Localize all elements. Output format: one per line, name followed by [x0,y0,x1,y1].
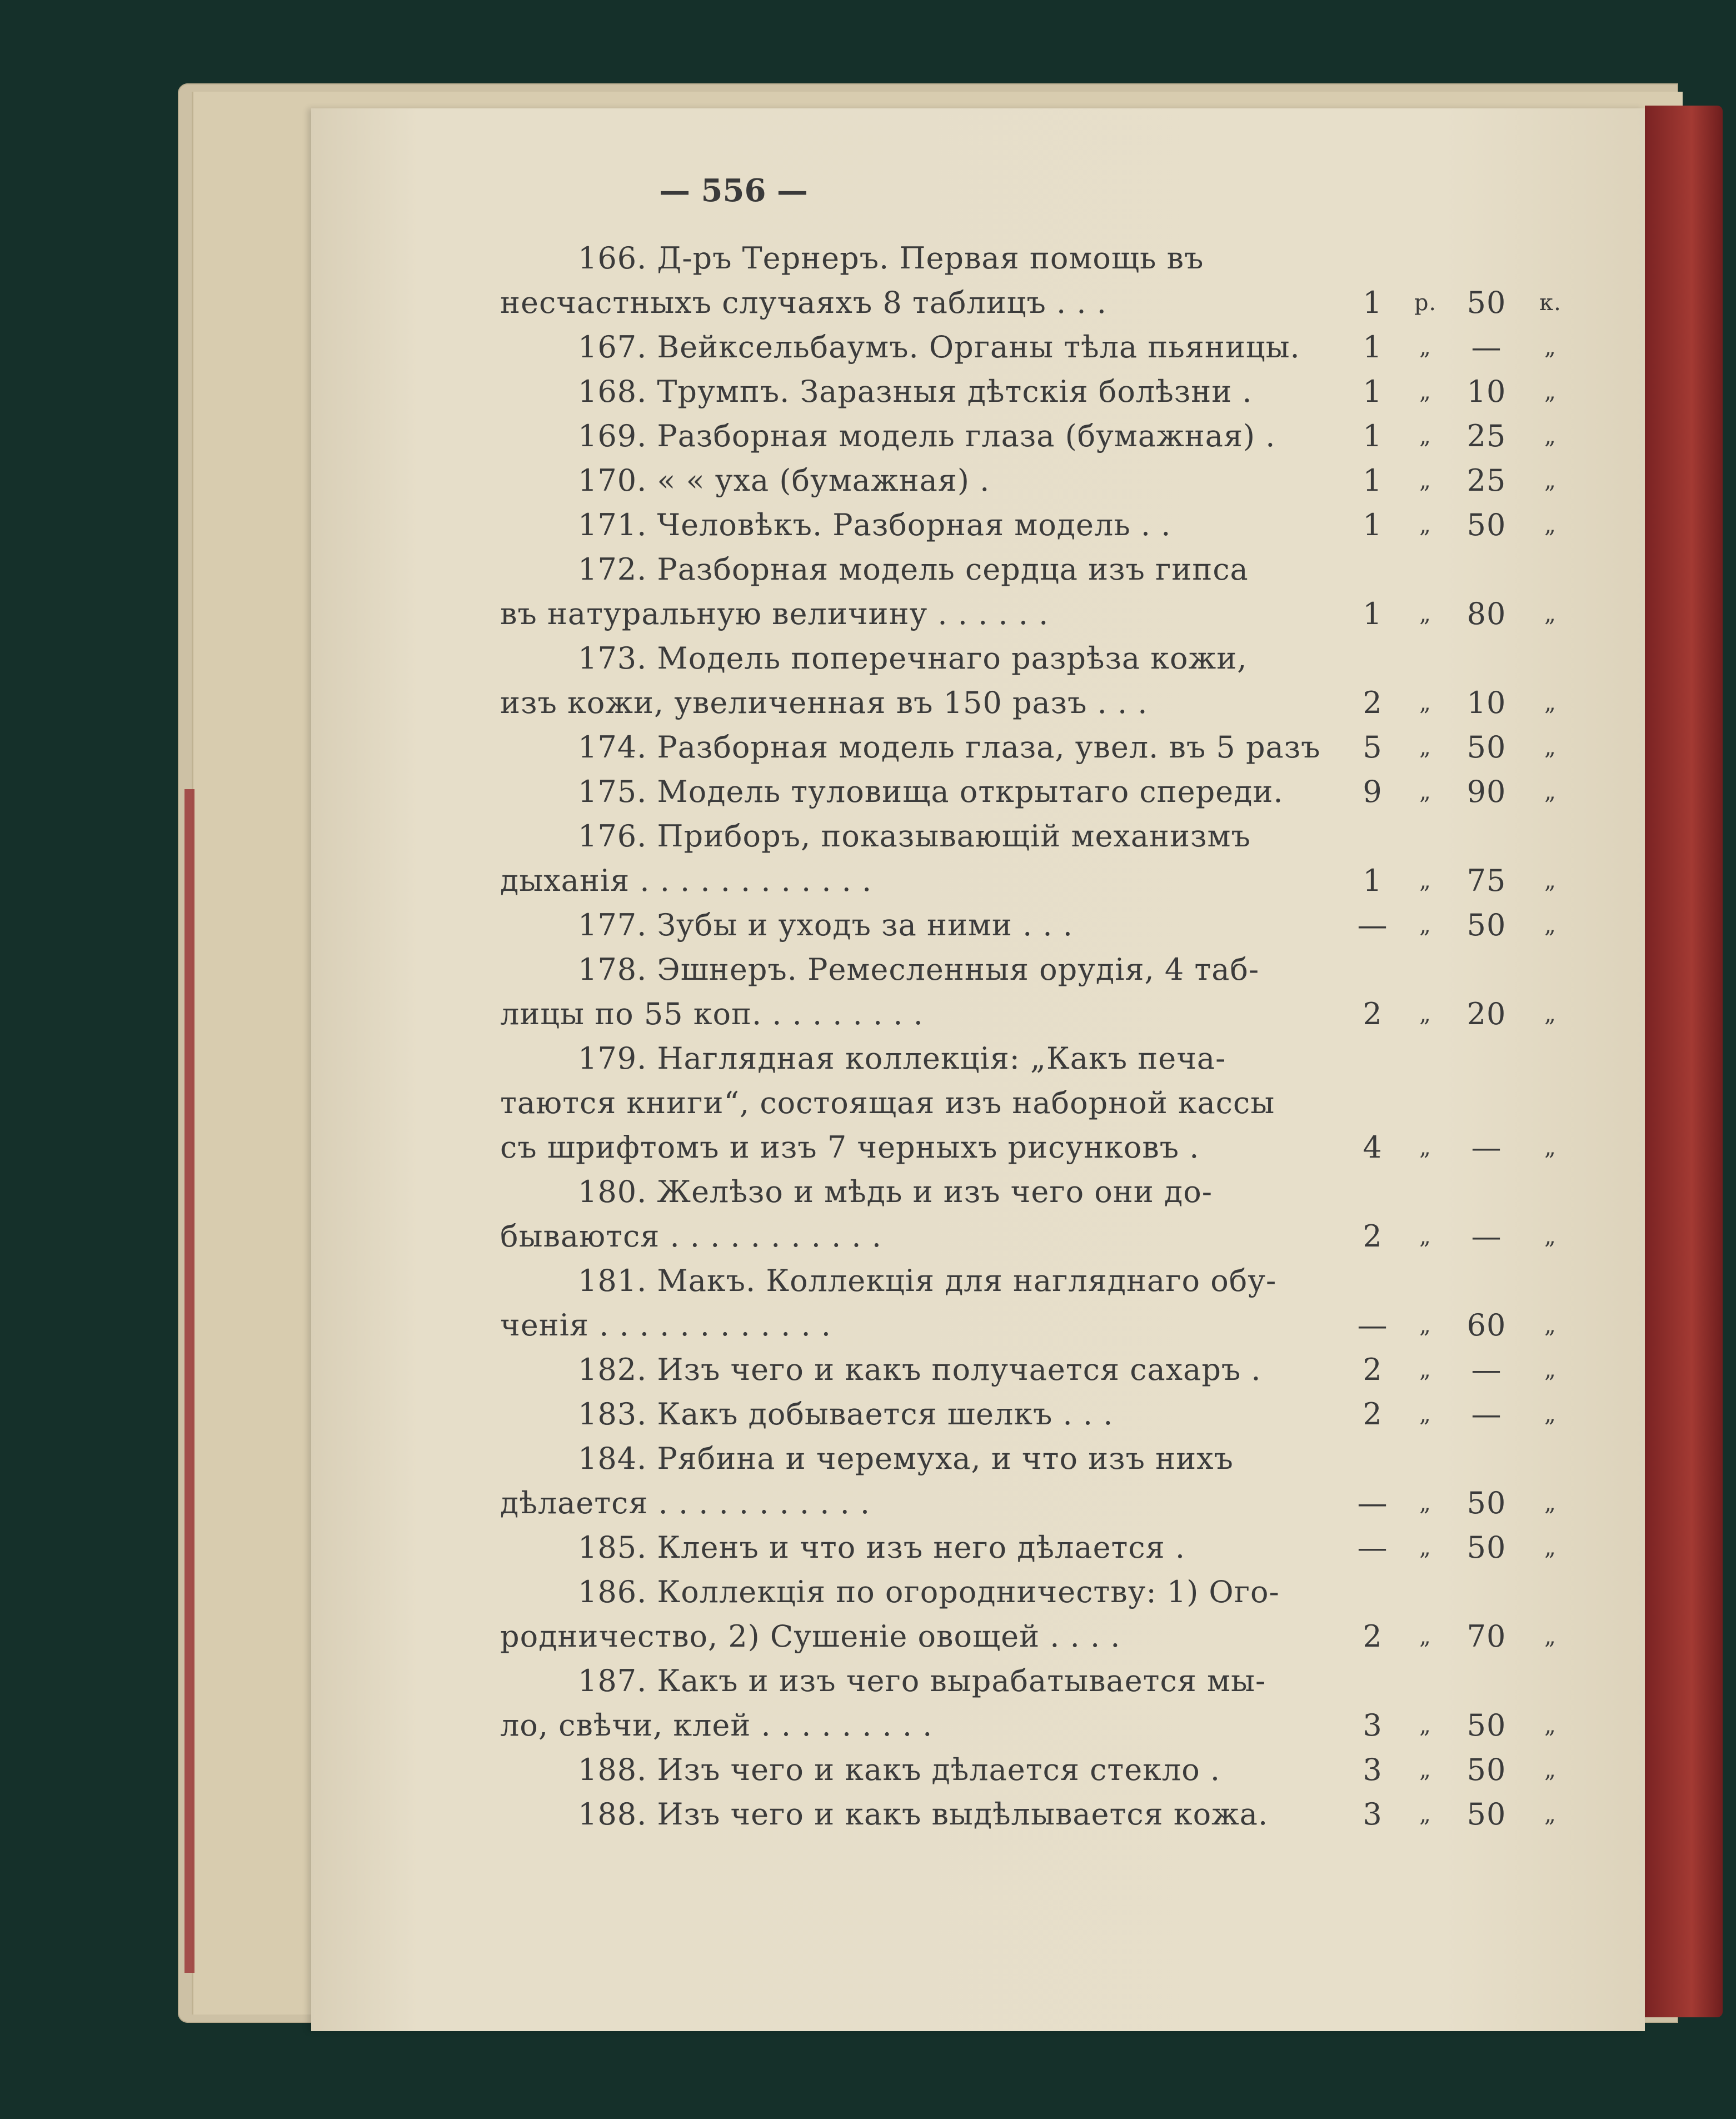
catalog-entry-list [500,236,1612,1837]
entry-line [500,814,1612,859]
entry-text: 187. Какъ и изъ чего вырабатывается мы- [578,1663,1266,1698]
entry-text: 175. Модель туловища открытаго спереди. [578,774,1284,809]
entry-line [500,1214,1612,1259]
price-q2: „ [1544,1313,1557,1338]
entry-line [500,1125,1612,1170]
price-rub: 2 [1363,1352,1383,1387]
entry-text: 188. Изъ чего и какъ дѣлается стекло . [578,1752,1221,1787]
price-q2: „ [1544,1224,1557,1249]
catalog-entry [500,1348,1612,1392]
catalog-entry [500,636,1612,725]
entry-line [500,948,1612,992]
entry-text: 177. Зубы и уходъ за ними . . . [578,908,1073,943]
price-q2: „ [1544,735,1557,760]
entry-line [500,636,1612,681]
price-rub: 2 [1363,996,1383,1031]
price-q1: „ [1419,379,1431,405]
price-rub: — [1357,1485,1388,1520]
entry-text: бываются . . . . . . . . . . . [500,1219,882,1254]
price-q2: „ [1544,1802,1557,1827]
entry-line [500,725,1612,770]
entry-line [500,1348,1612,1392]
price-rub: — [1357,1530,1388,1565]
entry-line [500,859,1612,903]
price-q2: к. [1539,290,1562,316]
price-q1: „ [1419,1490,1431,1516]
price-kop: 90 [1466,774,1506,809]
price-rub: 3 [1363,1708,1383,1743]
price-kop: — [1471,1397,1502,1432]
entry-line [500,370,1612,414]
price-rub: 1 [1363,863,1383,898]
catalog-entry [500,236,1612,325]
entry-text: 169. Разборная модель глаза (бумажная) . [578,418,1276,453]
catalog-entry [500,1659,1612,1748]
price-kop: — [1471,330,1502,365]
entry-line [500,1614,1612,1659]
entry-line [500,1703,1612,1748]
price-kop: — [1471,1352,1502,1387]
price-q1: „ [1419,601,1431,627]
page-number: — 556 — [659,172,808,209]
price-kop: 50 [1466,1708,1506,1743]
price-q2: „ [1544,423,1557,449]
entry-line [500,1392,1612,1437]
entry-text: изъ кожи, увеличенная въ 150 разъ . . . [500,685,1148,720]
price-q1: „ [1419,913,1431,938]
price-q1: „ [1419,468,1431,493]
price-rub: 1 [1363,463,1383,498]
price-q2: „ [1544,1490,1557,1516]
price-q1: „ [1419,1357,1431,1383]
price-q1: „ [1419,735,1431,760]
price-rub: 3 [1363,1797,1383,1832]
catalog-entry [500,814,1612,903]
price-q2: „ [1544,1001,1557,1027]
entry-line [500,1792,1612,1837]
entry-line [500,1170,1612,1214]
entry-text: 172. Разборная модель сердца изъ гипса [578,552,1249,587]
catalog-entry [500,1792,1612,1837]
price-rub: 9 [1363,774,1383,809]
price-kop: 50 [1466,1797,1506,1832]
entry-text: 168. Трумпъ. Заразныя дѣтскія болѣзни . [578,374,1253,409]
price-q2: „ [1544,335,1557,360]
price-q2: „ [1544,913,1557,938]
entry-text: родничество, 2) Сушеніе овощей . . . . [500,1619,1121,1654]
entry-text: 180. Желѣзо и мѣдь и изъ чего они до- [578,1174,1213,1209]
book-cover-edge [1645,106,1723,2017]
entry-text: 173. Модель поперечнаго разрѣза кожи, [578,641,1248,676]
entry-line [500,681,1612,725]
catalog-entry [500,1259,1612,1348]
catalog-entry [500,1437,1612,1525]
price-rub: 1 [1363,418,1383,453]
catalog-entry [500,458,1612,503]
red-page-edge [184,789,194,1973]
entry-line [500,281,1612,325]
catalog-entry [500,770,1612,814]
catalog-entry [500,1392,1612,1437]
entry-text: 178. Эшнеръ. Ремесленныя орудія, 4 таб- [578,952,1260,987]
entry-line [500,325,1612,370]
entry-text: ло, свѣчи, клей . . . . . . . . . [500,1708,933,1743]
entry-line [500,770,1612,814]
price-rub: 2 [1363,1397,1383,1432]
entry-line [500,458,1612,503]
price-rub: 1 [1363,374,1383,409]
entry-line [500,1481,1612,1525]
catalog-entry [500,1748,1612,1792]
entry-text: несчастныхъ случаяхъ 8 таблицъ . . . [500,285,1107,320]
price-rub: 1 [1363,330,1383,365]
price-rub: 5 [1363,730,1383,765]
price-q2: „ [1544,1135,1557,1160]
catalog-entry [500,547,1612,636]
entry-text: ченія . . . . . . . . . . . . [500,1308,831,1343]
price-rub: 1 [1363,507,1383,542]
price-kop: 25 [1466,418,1506,453]
price-kop: 80 [1466,596,1506,631]
price-rub: 2 [1363,685,1383,720]
price-kop: 75 [1466,863,1506,898]
price-rub: — [1357,1308,1388,1343]
price-rub: 1 [1363,285,1383,320]
entry-line [500,1570,1612,1614]
entry-text: съ шрифтомъ и изъ 7 черныхъ рисунковъ . [500,1130,1200,1165]
catalog-entry [500,503,1612,547]
entry-text: 170. « « уха (бумажная) . [578,463,990,498]
price-q1: „ [1419,1001,1431,1027]
entry-text: дѣлается . . . . . . . . . . . [500,1485,871,1520]
entry-line [500,547,1612,592]
price-q1: „ [1419,335,1431,360]
price-kop: 50 [1466,730,1506,765]
entry-text: 181. Макъ. Коллекція для нагляднаго обу- [578,1263,1277,1298]
price-q2: „ [1544,1713,1557,1738]
entry-text: 183. Какъ добывается шелкъ . . . [578,1397,1114,1432]
entry-line [500,1081,1612,1125]
price-q1: р. [1414,290,1437,316]
price-kop: 50 [1466,1752,1506,1787]
price-rub: 1 [1363,596,1383,631]
price-q2: „ [1544,868,1557,894]
catalog-entry [500,948,1612,1036]
entry-line [500,592,1612,636]
entry-line [500,1036,1612,1081]
price-q2: „ [1544,690,1557,716]
catalog-entry [500,370,1612,414]
price-q1: „ [1419,1224,1431,1249]
price-q1: „ [1419,868,1431,894]
price-q1: „ [1419,1313,1431,1338]
entry-text: 182. Изъ чего и какъ получается сахаръ . [578,1352,1261,1387]
price-q2: „ [1544,1357,1557,1383]
entry-text: 179. Наглядная коллекція: „Какъ печа- [578,1041,1226,1076]
price-kop: 50 [1466,1485,1506,1520]
price-rub: 3 [1363,1752,1383,1787]
entry-line [500,1525,1612,1570]
price-q1: „ [1419,690,1431,716]
book-page [311,108,1645,2031]
entry-text: лицы по 55 коп. . . . . . . . . [500,996,924,1031]
price-kop: 50 [1466,507,1506,542]
price-kop: 50 [1466,908,1506,943]
price-q1: „ [1419,779,1431,805]
price-q1: „ [1419,1624,1431,1649]
entry-text: 186. Коллекція по огородничеству: 1) Ого- [578,1574,1280,1609]
price-q1: „ [1419,1802,1431,1827]
entry-line [500,1659,1612,1703]
price-q2: „ [1544,1757,1557,1783]
price-kop: 50 [1466,285,1506,320]
entry-text: 185. Кленъ и что изъ него дѣлается . [578,1530,1186,1565]
price-rub: 2 [1363,1619,1383,1654]
entry-text: дыханія . . . . . . . . . . . . [500,863,872,898]
price-q1: „ [1419,1535,1431,1560]
entry-line [500,1748,1612,1792]
price-q1: „ [1419,423,1431,449]
catalog-entry [500,725,1612,770]
entry-text: 167. Вейксельбаумъ. Органы тѣла пьяницы. [578,330,1300,365]
entry-line [500,236,1612,281]
price-q2: „ [1544,601,1557,627]
price-q2: „ [1544,379,1557,405]
price-rub: — [1357,908,1388,943]
price-rub: 4 [1363,1130,1383,1165]
entry-text: 176. Приборъ, показывающій механизмъ [578,819,1251,854]
catalog-entry [500,1570,1612,1659]
price-kop: — [1471,1130,1502,1165]
catalog-entry [500,903,1612,948]
entry-text: 166. Д-ръ Тернеръ. Первая помощь въ [578,241,1204,276]
entry-line [500,1303,1612,1348]
price-q1: „ [1419,1402,1431,1427]
price-kop: 20 [1466,996,1506,1031]
entry-text: таются книги“, состоящая изъ наборной кассы [500,1085,1275,1120]
catalog-entry [500,325,1612,370]
entry-text: 188. Изъ чего и какъ выдѣлывается кожа. [578,1797,1269,1832]
entry-line [500,992,1612,1036]
catalog-entry [500,1036,1612,1170]
entry-text: 184. Рябина и черемуха, и что изъ нихъ [578,1441,1234,1476]
entry-text: 171. Человѣкъ. Разборная модель . . [578,507,1171,542]
price-q1: „ [1419,1757,1431,1783]
price-q2: „ [1544,1624,1557,1649]
entry-line [500,503,1612,547]
catalog-entry [500,1525,1612,1570]
entry-line [500,1437,1612,1481]
price-q2: „ [1544,512,1557,538]
price-kop: — [1471,1219,1502,1254]
price-kop: 25 [1466,463,1506,498]
price-q1: „ [1419,1135,1431,1160]
price-kop: 60 [1466,1308,1506,1343]
price-q2: „ [1544,1402,1557,1427]
entry-line [500,414,1612,458]
price-kop: 10 [1466,685,1506,720]
price-rub: 2 [1363,1219,1383,1254]
price-q2: „ [1544,1535,1557,1560]
entry-text: въ натуральную величину . . . . . . [500,596,1049,631]
price-q1: „ [1419,1713,1431,1738]
entry-line [500,1259,1612,1303]
catalog-entry [500,1170,1612,1259]
entry-line [500,903,1612,948]
price-q2: „ [1544,779,1557,805]
catalog-entry [500,414,1612,458]
price-kop: 70 [1466,1619,1506,1654]
price-kop: 50 [1466,1530,1506,1565]
entry-text: 174. Разборная модель глаза, увел. въ 5 разъ [578,730,1321,765]
price-q1: „ [1419,512,1431,538]
price-q2: „ [1544,468,1557,493]
price-kop: 10 [1466,374,1506,409]
